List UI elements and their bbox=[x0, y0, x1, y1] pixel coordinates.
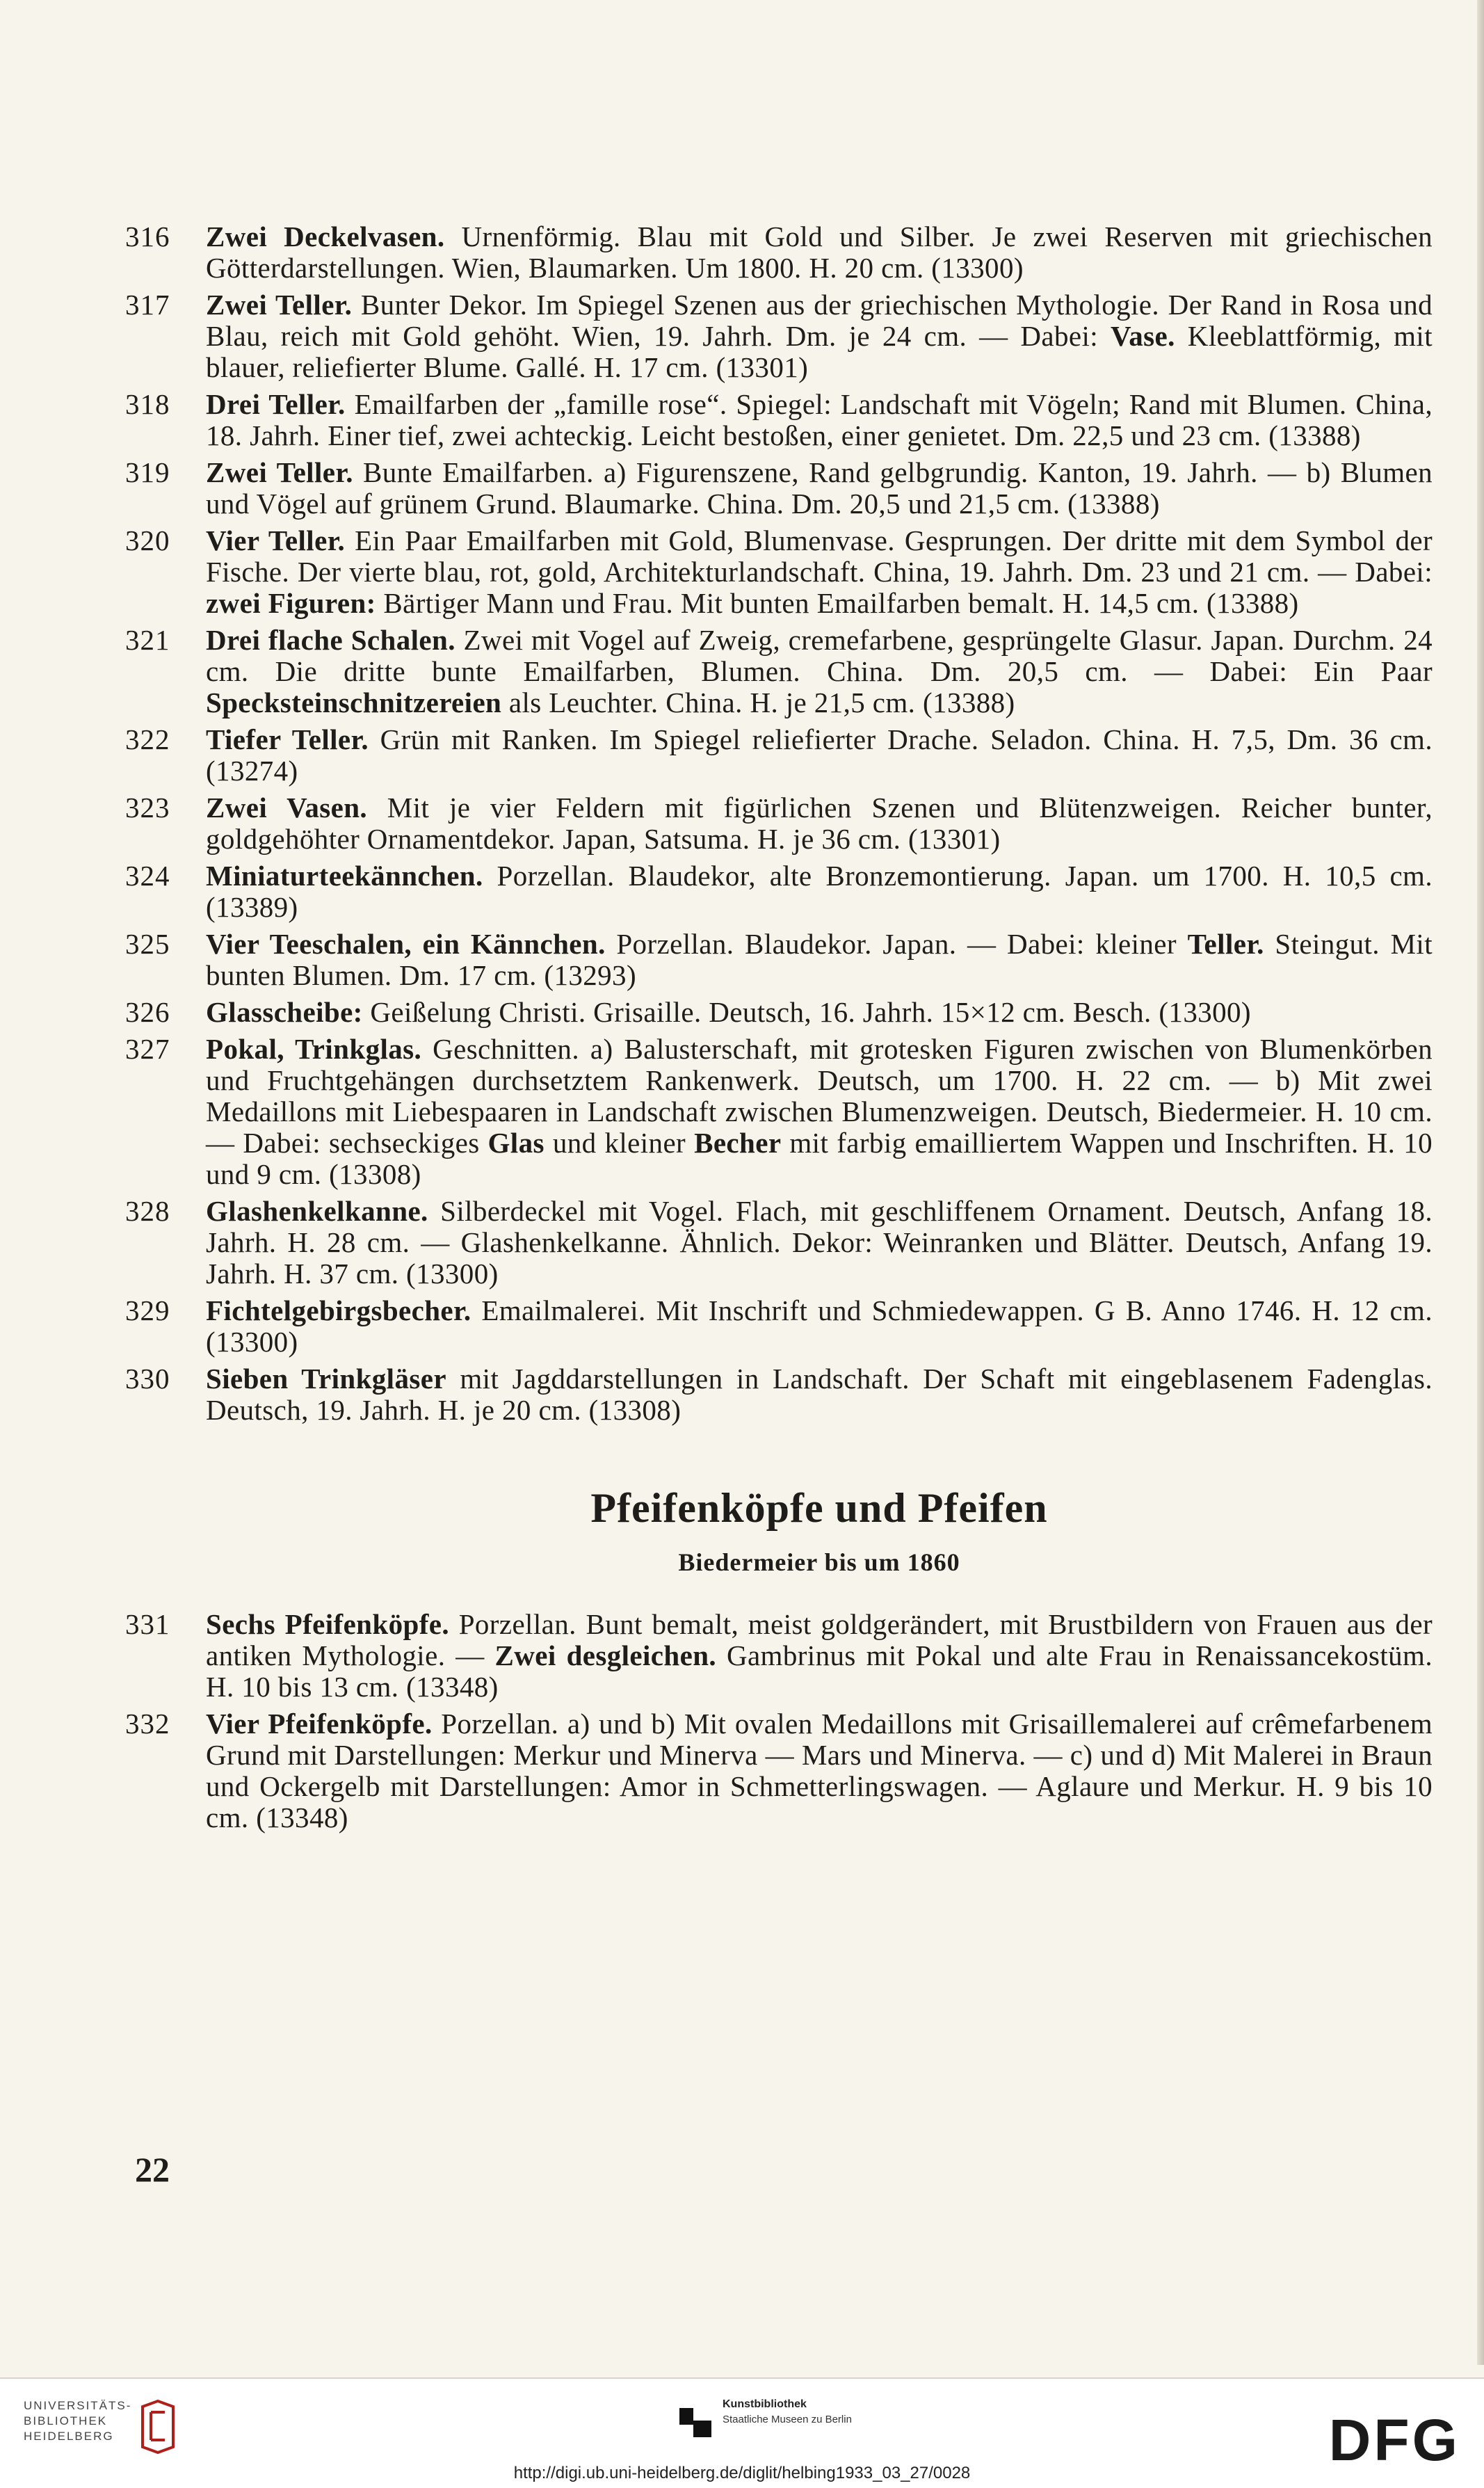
lot-text: Geißelung Christi. Grisaille. Deutsch, 16. Jahrh. 15×12 cm. Besch. (13300) bbox=[362, 996, 1251, 1028]
lot-description bbox=[206, 1363, 1433, 1426]
lot-number: 316 bbox=[125, 220, 170, 252]
lot-title: Zwei Vasen. bbox=[206, 792, 368, 824]
kunstbibliothek-icon bbox=[678, 2404, 713, 2441]
uni-line-2: BIBLIOTHEK bbox=[24, 2414, 108, 2427]
lot-text: Porzellan. Blaudekor, alte Bronzemontierung. Japan. um 1700. H. 10,5 cm. (13389) bbox=[206, 860, 1433, 923]
lot-description bbox=[206, 221, 1433, 284]
lot-description bbox=[206, 1295, 1433, 1358]
university-library-logo[interactable] bbox=[24, 2398, 179, 2454]
catalog-entry-317 bbox=[125, 289, 1433, 383]
lot-text: und kleiner bbox=[544, 1127, 695, 1159]
catalog-entry-321 bbox=[125, 625, 1433, 719]
lot-description bbox=[206, 389, 1433, 451]
catalog-entry-316 bbox=[125, 221, 1433, 284]
lot-number: 328 bbox=[125, 1195, 170, 1227]
lot-text: Bunter Dekor. Im Spiegel Szenen aus der griechischen Mythologie. Der Rand in Rosa und Blau, reich mit Gold gehöht. Wien, 19. Jahrh. Dm. je 24 cm. — Dabei: bbox=[206, 289, 1433, 352]
source-url-link[interactable]: http://digi.ub.uni-heidelberg.de/diglit/helbing1933_03_27/0028 bbox=[513, 2464, 971, 2482]
lot-text: Porzellan. Bunt bemalt, meist goldgerändert, mit Brustbildern von Frauen aus der antiken Mythologie. — bbox=[206, 1608, 1433, 1671]
lot-text: Geschnitten. a) Balusterschaft, mit grotesken Figuren zwischen von Blumenkörben und Fruchtgehängen durchsetztem Rankenwerk. Deutsch, um 1700. H. 22 cm. — b) Mit zwei Medaillons mit Liebespaaren in Landschaft zwischen Blumenzweigen. Deutsch, Biedermeier. H. 10 cm. — Dabei: sechseckiges bbox=[206, 1033, 1433, 1159]
lot-text: mit Jagddarstellungen in Landschaft. Der Schaft mit eingeblasenem Fadenglas. Deutsch, 19. Jahrh. H. je 20 cm. (13308) bbox=[206, 1363, 1433, 1426]
lot-title: Sieben Trinkgläser bbox=[206, 1363, 446, 1395]
lot-number: 329 bbox=[125, 1294, 170, 1326]
catalog-entry-323 bbox=[125, 792, 1433, 855]
lot-number: 325 bbox=[125, 928, 170, 960]
lot-text: Mit je vier Feldern mit figürlichen Szenen und Blütenzweigen. Reicher bunter, goldgehöhter Ornamentdekor. Japan, Satsuma. H. je 36 cm. (13301) bbox=[206, 792, 1433, 855]
page-edge bbox=[1477, 0, 1484, 2365]
university-library-text bbox=[24, 2398, 131, 2444]
lot-text: Emailmalerei. Mit Inschrift und Schmiedewappen. G B. Anno 1746. H. 12 cm. (13300) bbox=[206, 1294, 1433, 1358]
lot-text: Emailfarben der „famille rose“. Spiegel: Landschaft mit Vögeln; Rand mit Blumen. China, 18. Jahrh. Einer tief, zwei achteckig. Leicht bestoßen, einer genietet. Dm. 22,5 und 23 cm. (13388) bbox=[206, 388, 1433, 451]
lot-text: Silberdeckel mit Vogel. Flach, mit geschliffenem Ornament. Deutsch, Anfang 18. Jahrh. H. 28 cm. — Glashenkelkanne. Ähnlich. Dekor: Weinranken und Blätter. Deutsch, Anfang 19. Jahrh. H. 37 cm. (13300) bbox=[206, 1195, 1433, 1290]
lot-text: Steingut. Mit bunten Blumen. Dm. 17 cm. (13293) bbox=[206, 928, 1433, 991]
catalog-entry-328 bbox=[125, 1196, 1433, 1290]
lot-title: Zwei Teller. bbox=[206, 289, 353, 321]
kunstbibliothek-logo[interactable] bbox=[678, 2398, 852, 2441]
lot-number: 317 bbox=[125, 289, 170, 321]
catalog-entry-322 bbox=[125, 724, 1433, 787]
lot-title: Becher bbox=[694, 1127, 782, 1159]
catalog-entry-329 bbox=[125, 1295, 1433, 1358]
uni-line-1: UNIVERSITÄTS- bbox=[24, 2399, 132, 2412]
lot-title: Sechs Pfeifenköpfe. bbox=[206, 1608, 449, 1640]
lot-number: 323 bbox=[125, 792, 170, 824]
catalog-entry-327 bbox=[125, 1034, 1433, 1190]
kunstbibliothek-subtitle: Staatliche Museen zu Berlin bbox=[723, 2414, 852, 2425]
lot-description bbox=[206, 289, 1433, 383]
lot-number: 319 bbox=[125, 456, 170, 488]
lot-title: Fichtelgebirgsbecher. bbox=[206, 1294, 471, 1326]
lot-description bbox=[206, 625, 1433, 719]
lot-title: Miniaturteekännchen. bbox=[206, 860, 483, 892]
lot-title: Vier Pfeifenköpfe. bbox=[206, 1708, 433, 1740]
lot-title: Zwei desgleichen. bbox=[494, 1639, 717, 1671]
lot-title: zwei Figuren: bbox=[206, 587, 376, 619]
lot-number: 326 bbox=[125, 996, 170, 1028]
catalog-entry-330 bbox=[125, 1363, 1433, 1426]
catalog-entry-331 bbox=[125, 1609, 1433, 1703]
lot-text: Porzellan. Blaudekor. Japan. — Dabei: kleiner bbox=[605, 928, 1188, 960]
university-seal-icon bbox=[137, 2398, 179, 2454]
kunstbibliothek-title: Kunstbibliothek bbox=[723, 2398, 807, 2410]
catalog-entry-320 bbox=[125, 525, 1433, 619]
lot-text: Ein Paar Emailfarben mit Gold, Blumenvase. Gesprungen. Der dritte mit dem Symbol der Fische. Der vierte blau, rot, gold, Architekturlandschaft. China, 19. Jahrh. Dm. 23 und 21 cm. — Dabei: bbox=[206, 524, 1433, 588]
lot-description bbox=[206, 525, 1433, 619]
lot-number: 331 bbox=[125, 1608, 170, 1640]
dfg-logo[interactable]: DFG bbox=[1328, 2407, 1460, 2473]
lot-text: Urnenförmig. Blau mit Gold und Silber. Je zwei Reserven mit griechischen Götterdarstellungen. Wien, Blaumarken. Um 1800. H. 20 cm. (13300) bbox=[206, 220, 1433, 284]
lot-title: Pokal, Trinkglas. bbox=[206, 1033, 422, 1065]
lot-text: mit farbig emailliertem Wappen und Inschriften. H. 10 und 9 cm. (13308) bbox=[206, 1127, 1433, 1190]
lot-title: Glashenkelkanne. bbox=[206, 1195, 428, 1227]
lot-description bbox=[206, 724, 1433, 787]
lot-text: Porzellan. a) und b) Mit ovalen Medaillons mit Grisaillemalerei auf crêmefarbenem Grund mit Darstellungen: Merkur und Minerva — Mars und Minerva. — c) und d) Mit Malerei in Braun und Ockergelb mit Darstellungen: Amor in Schmetterlingswagen. — Aglaure und Merkur. H. 9 bis 10 cm. (13348) bbox=[206, 1708, 1433, 1833]
lot-description bbox=[206, 860, 1433, 923]
lot-title: Specksteinschnitzereien bbox=[206, 687, 502, 719]
catalog-entry-325 bbox=[125, 929, 1433, 991]
lot-text: Grün mit Ranken. Im Spiegel reliefierter Drache. Seladon. China. H. 7,5, Dm. 36 cm. (13274) bbox=[206, 723, 1433, 787]
lot-title: Glasscheibe: bbox=[206, 996, 363, 1028]
catalog-text bbox=[125, 221, 1433, 1839]
lot-text: als Leuchter. China. H. je 21,5 cm. (13388) bbox=[501, 687, 1015, 719]
lot-number: 332 bbox=[125, 1708, 170, 1740]
lot-title: Zwei Teller. bbox=[206, 456, 353, 488]
lot-text: Bunte Emailfarben. a) Figurenszene, Rand gelbgrundig. Kanton, 19. Jahrh. — b) Blumen und Vögel auf grünem Grund. Blaumarke. China. Dm. 20,5 und 21,5 cm. (13388) bbox=[206, 456, 1433, 520]
lot-title: Glas bbox=[487, 1127, 545, 1159]
lot-description bbox=[206, 1034, 1433, 1190]
lot-description bbox=[206, 1196, 1433, 1290]
catalog-entries bbox=[125, 221, 1433, 1426]
lot-number: 320 bbox=[125, 524, 170, 556]
catalog-entry-326 bbox=[125, 997, 1433, 1028]
lot-description bbox=[206, 1609, 1433, 1703]
lot-title: Vier Teller. bbox=[206, 524, 346, 556]
lot-number: 318 bbox=[125, 388, 170, 420]
catalog-entries-pipes bbox=[125, 1609, 1433, 1833]
lot-number: 321 bbox=[125, 624, 170, 656]
lot-text: Bärtiger Mann und Frau. Mit bunten Emailfarben bemalt. H. 14,5 cm. (13388) bbox=[376, 587, 1299, 619]
lot-description bbox=[206, 457, 1433, 520]
page-number: 22 bbox=[135, 2150, 170, 2189]
lot-title: Zwei Deckelvasen. bbox=[206, 220, 445, 252]
lot-number: 324 bbox=[125, 860, 170, 892]
lot-description bbox=[206, 929, 1433, 991]
uni-line-3: HEIDELBERG bbox=[24, 2430, 114, 2443]
lot-title: Drei flache Schalen. bbox=[206, 624, 455, 656]
catalog-entry-318 bbox=[125, 389, 1433, 451]
lot-text: Zwei mit Vogel auf Zweig, cremefarbene, gesprüngelte Glasur. Japan. Durchm. 24 cm. Die dritte bunte Emailfarben, Blumen. China. Dm. 20,5 cm. — Dabei: Ein Paar bbox=[206, 624, 1433, 687]
catalog-entry-319 bbox=[125, 457, 1433, 520]
lot-title: Teller. bbox=[1187, 928, 1264, 960]
footer bbox=[0, 2377, 1484, 2488]
lot-title: Vase. bbox=[1111, 320, 1175, 352]
lot-title: Drei Teller. bbox=[206, 388, 346, 420]
lot-text: Kleeblattförmig, mit blauer, reliefierter Blume. Gallé. H. 17 cm. (13301) bbox=[206, 320, 1433, 383]
lot-number: 327 bbox=[125, 1033, 170, 1065]
lot-text: Gambrinus mit Pokal und alte Frau in Renaissancekostüm. H. 10 bis 13 cm. (13348) bbox=[206, 1639, 1433, 1703]
lot-number: 330 bbox=[125, 1363, 170, 1395]
lot-description bbox=[206, 792, 1433, 855]
lot-title: Vier Teeschalen, ein Kännchen. bbox=[206, 928, 606, 960]
section-heading: Pfeifenköpfe und Pfeifen bbox=[590, 1485, 1048, 1531]
lot-description bbox=[206, 997, 1433, 1028]
catalog-entry-324 bbox=[125, 860, 1433, 923]
lot-title: Tiefer Teller. bbox=[206, 723, 369, 755]
section-subheading: Biedermeier bis um 1860 bbox=[678, 1548, 960, 1576]
lot-number: 322 bbox=[125, 723, 170, 755]
lot-description bbox=[206, 1708, 1433, 1833]
catalog-entry-332 bbox=[125, 1708, 1433, 1833]
